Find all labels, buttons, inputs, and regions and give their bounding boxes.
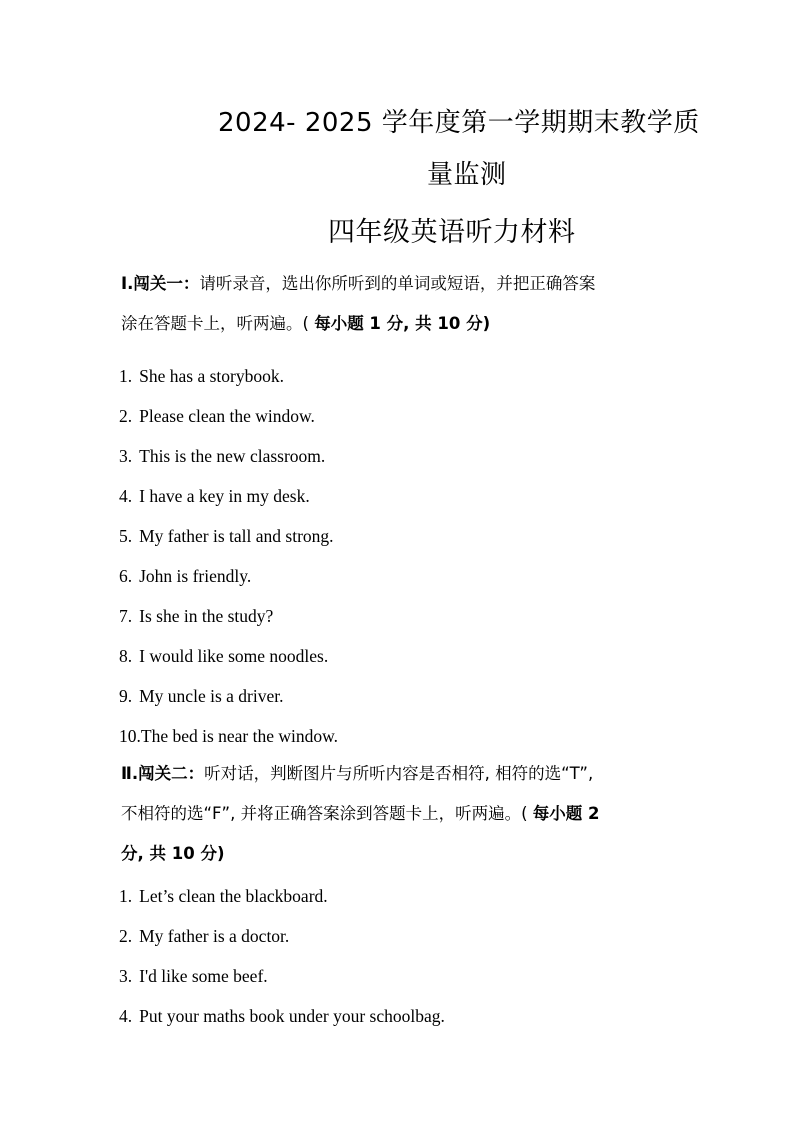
section-1-item	[119, 605, 273, 627]
item-text: Put your maths book under your schoolbag.	[139, 1006, 445, 1026]
item-number: 7.	[119, 606, 133, 626]
section-1-item	[119, 405, 315, 427]
item-text: She has a storybook.	[139, 366, 284, 386]
section-1-item	[119, 365, 284, 387]
section-1-item	[119, 645, 328, 667]
section-1-instruction-line-2: 涂在答题卡上，听两遍。(	[121, 314, 309, 333]
item-number: 10.	[119, 726, 141, 746]
item-text: My father is a doctor.	[139, 926, 290, 946]
section-2-heading-line-1	[121, 754, 593, 794]
section-2-score-part-1: 每小题 2	[532, 804, 600, 823]
item-number: 4.	[119, 1006, 133, 1026]
section-2-item	[119, 925, 289, 947]
section-2-score-part-2: 分, 共 10 分)	[121, 844, 225, 863]
title-line-1: 2024- 2025 学年度第一学期期末教学质	[218, 108, 700, 138]
section-2-heading-line-2	[121, 794, 600, 834]
section-1-score: 每小题 1 分, 共 10 分)	[314, 314, 491, 333]
section-1-item	[119, 685, 283, 707]
item-number: 1.	[119, 366, 133, 386]
section-2-heading-line-3	[121, 834, 225, 874]
section-1-item	[119, 725, 338, 747]
subtitle: 四年级英语听力材料	[328, 217, 576, 248]
item-number: 4.	[119, 486, 133, 506]
item-number: 3.	[119, 446, 133, 466]
section-1-heading-line-1	[121, 264, 595, 304]
item-number: 8.	[119, 646, 133, 666]
item-number: 2.	[119, 926, 133, 946]
section-2-label: Ⅱ.闯关二：	[121, 764, 205, 783]
item-number: 2.	[119, 406, 133, 426]
item-number: 5.	[119, 526, 133, 546]
section-1-item	[119, 445, 325, 467]
section-2-instruction-line-1: 听对话，判断图片与所听内容是否相符, 相符的选“T”,	[204, 764, 594, 783]
section-1-item	[119, 485, 310, 507]
title-line-2: 量监测	[427, 160, 507, 190]
item-text: Let’s clean the blackboard.	[139, 886, 328, 906]
section-2-item	[119, 965, 268, 987]
item-number: 9.	[119, 686, 133, 706]
item-text: I have a key in my desk.	[139, 486, 310, 506]
item-text: John is friendly.	[139, 566, 252, 586]
item-text: My father is tall and strong.	[139, 526, 334, 546]
item-text: I'd like some beef.	[139, 966, 268, 986]
section-1-item	[119, 525, 334, 547]
section-1-label: Ⅰ.闯关一：	[121, 274, 200, 293]
item-number: 3.	[119, 966, 133, 986]
item-text: Please clean the window.	[139, 406, 315, 426]
item-text: The bed is near the window.	[140, 726, 339, 746]
section-1-item	[119, 565, 251, 587]
section-1-instruction-line-1: 请听录音，选出你所听到的单词或短语，并把正确答案	[199, 274, 596, 293]
section-2-item	[119, 885, 328, 907]
item-number: 6.	[119, 566, 133, 586]
item-text: Is she in the study?	[139, 606, 274, 626]
section-2-item	[119, 1005, 445, 1027]
section-2-instruction-line-2: 不相符的选“F”, 并将正确答案涂到答题卡上，听两遍。(	[121, 804, 528, 823]
item-text: My uncle is a driver.	[139, 686, 284, 706]
section-1-heading-line-2	[121, 304, 490, 344]
item-text: I would like some noodles.	[139, 646, 329, 666]
item-text: This is the new classroom.	[139, 446, 326, 466]
item-number: 1.	[119, 886, 133, 906]
